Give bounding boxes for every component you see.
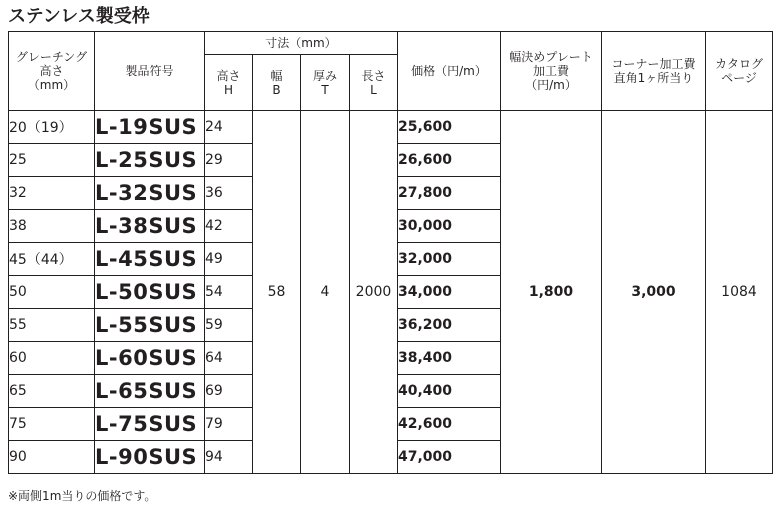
product-code-cell: L-65SUS [95, 375, 205, 408]
product-code-cell: L-19SUS [95, 111, 205, 144]
header-width-plate-fee: 幅決めプレート 加工費 （円/m） [501, 32, 602, 111]
grating-height-cell: 20（19） [9, 111, 95, 144]
height-cell: 64 [205, 342, 253, 375]
price-cell: 42,600 [398, 408, 501, 441]
price-cell: 38,400 [398, 342, 501, 375]
height-cell: 79 [205, 408, 253, 441]
height-cell: 59 [205, 309, 253, 342]
height-cell: 29 [205, 144, 253, 177]
height-cell: 36 [205, 177, 253, 210]
catalog-page-cell: 1084 [706, 111, 773, 474]
grating-height-cell: 75 [9, 408, 95, 441]
grating-height-cell: 25 [9, 144, 95, 177]
grating-height-cell: 65 [9, 375, 95, 408]
header-length: 長さ L [350, 55, 398, 111]
product-code-cell: L-50SUS [95, 276, 205, 309]
height-cell: 49 [205, 243, 253, 276]
length-l-cell: 2000 [350, 111, 398, 474]
grating-height-cell: 45（44） [9, 243, 95, 276]
footnote: ※両側1m当りの価格です。 [8, 489, 157, 503]
height-cell: 54 [205, 276, 253, 309]
spec-table [8, 31, 773, 474]
header-price: 価格（円/m） [398, 32, 501, 111]
height-cell: 69 [205, 375, 253, 408]
page-title: ステンレス製受枠 [8, 6, 150, 27]
width-plate-fee-cell: 1,800 [501, 111, 602, 474]
price-cell: 34,000 [398, 276, 501, 309]
grating-height-cell: 55 [9, 309, 95, 342]
thickness-t-cell: 4 [301, 111, 350, 474]
price-cell: 25,600 [398, 111, 501, 144]
price-cell: 32,000 [398, 243, 501, 276]
header-grating-height: グレーチング 高さ （mm） [9, 32, 95, 111]
product-code-cell: L-38SUS [95, 210, 205, 243]
corner-fee-cell: 3,000 [602, 111, 706, 474]
header-product-code: 製品符号 [95, 32, 205, 111]
height-cell: 42 [205, 210, 253, 243]
product-code-cell: L-55SUS [95, 309, 205, 342]
header-dimensions: 寸法（mm） [205, 32, 398, 55]
price-cell: 26,600 [398, 144, 501, 177]
table-row [9, 111, 773, 144]
width-b-cell: 58 [253, 111, 301, 474]
price-cell: 36,200 [398, 309, 501, 342]
header-width: 幅 B [253, 55, 301, 111]
product-code-cell: L-32SUS [95, 177, 205, 210]
grating-height-cell: 32 [9, 177, 95, 210]
grating-height-cell: 50 [9, 276, 95, 309]
product-code-cell: L-90SUS [95, 441, 205, 474]
grating-height-cell: 38 [9, 210, 95, 243]
grating-height-cell: 90 [9, 441, 95, 474]
header-thickness: 厚み T [301, 55, 350, 111]
header-height: 高さ H [205, 55, 253, 111]
product-code-cell: L-45SUS [95, 243, 205, 276]
product-code-cell: L-75SUS [95, 408, 205, 441]
price-cell: 47,000 [398, 441, 501, 474]
header-catalog-page: カタログ ページ [706, 32, 773, 111]
grating-height-cell: 60 [9, 342, 95, 375]
height-cell: 24 [205, 111, 253, 144]
price-cell: 30,000 [398, 210, 501, 243]
price-cell: 40,400 [398, 375, 501, 408]
height-cell: 94 [205, 441, 253, 474]
price-cell: 27,800 [398, 177, 501, 210]
product-code-cell: L-25SUS [95, 144, 205, 177]
header-corner-fee: コーナー加工費 直角1ヶ所当り [602, 32, 706, 111]
product-code-cell: L-60SUS [95, 342, 205, 375]
